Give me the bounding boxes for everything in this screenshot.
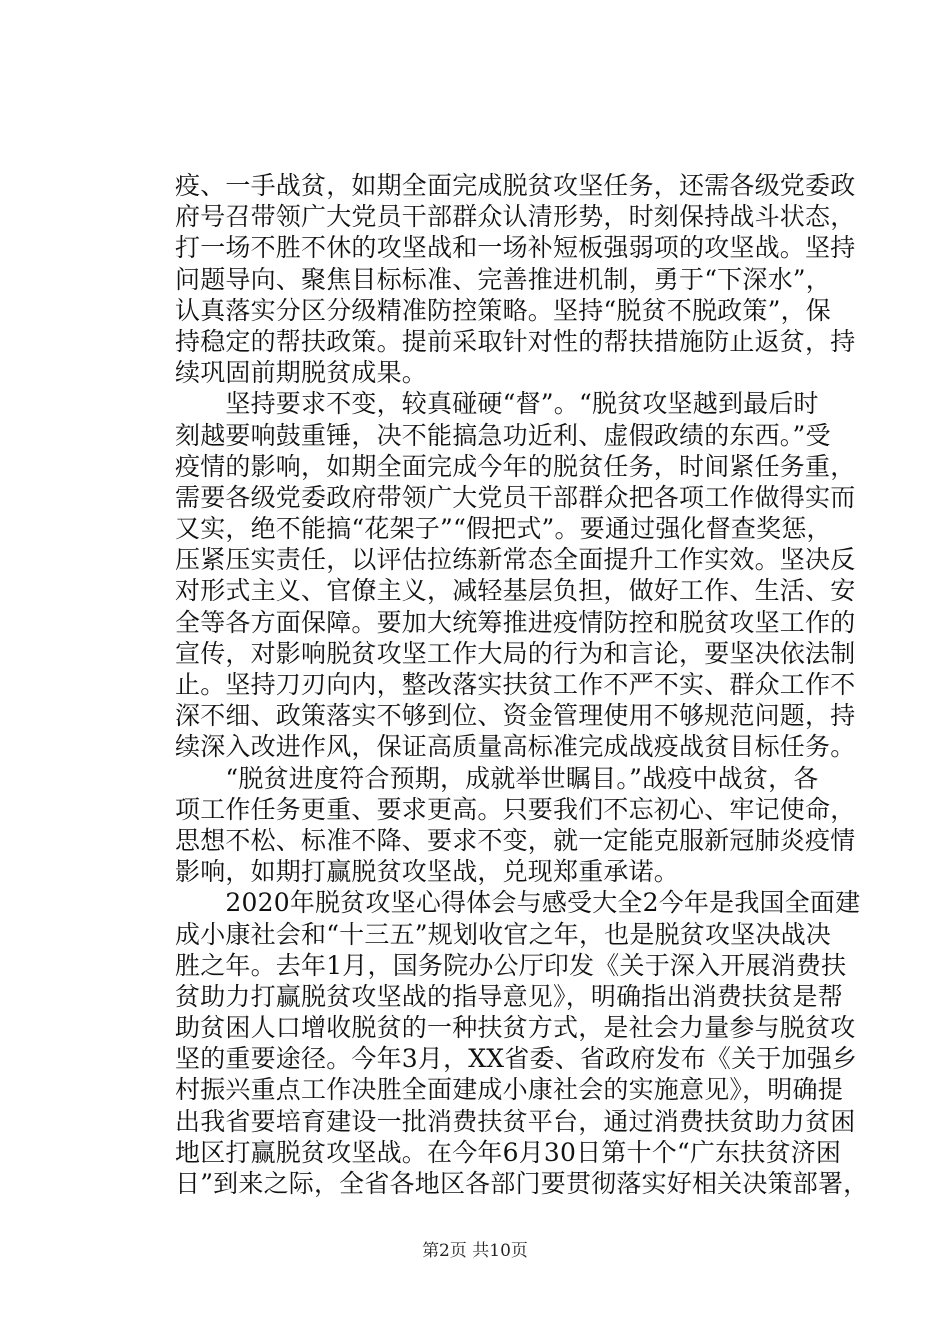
text-line: 刻越要响鼓重锤，决不能搞急功近利、虚假政绩的东西。”受	[175, 420, 831, 450]
text-line: 续深入改进作风，保证高质量高标准完成战疫战贫目标任务。	[175, 732, 856, 762]
text-line: 压紧压实责任，以评估拉练新常态全面提升工作实效。坚决反	[175, 545, 856, 575]
text-line: 村振兴重点工作决胜全面建成小康社会的实施意见》，明确提	[175, 1075, 843, 1105]
text-line: 坚的重要途径。今年3月，XX省委、省政府发布《关于加强乡	[175, 1044, 858, 1074]
text-line: 持稳定的帮扶政策。提前采取针对性的帮扶措施防止返贫，持	[175, 326, 856, 356]
text-line: 续巩固前期脱贫成果。	[175, 358, 428, 388]
text-line: 成小康社会和“十三五”规划收官之年，也是脱贫攻坚决战决	[175, 919, 831, 949]
text-line: 宣传，对影响脱贫攻坚工作大局的行为和言论，要坚决依法制	[175, 638, 856, 668]
text-line: 打一场不胜不休的攻坚战和一场补短板强弱项的攻坚战。坚持	[175, 233, 856, 263]
text-line: 胜之年。去年1月，国务院办公厅印发《关于深入开展消费扶	[175, 950, 847, 980]
text-line: 对形式主义、官僚主义，减轻基层负担，做好工作、生活、安	[175, 576, 856, 606]
text-line: 全等各方面保障。要加大统筹推进疫情防控和脱贫攻坚工作的	[175, 607, 856, 637]
text-line: 止。坚持刀刃向内，整改落实扶贫工作不严不实、群众工作不	[175, 670, 856, 699]
text-line: 认真落实分区分级精准防控策略。坚持“脱贫不脱政策”，保	[175, 295, 831, 325]
text-line: 疫情的影响，如期全面完成今年的脱贫任务，时间紧任务重，	[175, 451, 856, 481]
text-line: 2020年脱贫攻坚心得体会与感受大全2今年是我国全面建	[175, 888, 861, 918]
text-line: 需要各级党委政府带领广大党员干部群众把各项工作做得实而	[175, 482, 856, 512]
text-line: 府号召带领广大党员干部群众认清形势，时刻保持战斗状态，	[175, 202, 856, 232]
text-line: 问题导向、聚焦目标标准、完善推进机制，勇于“下深水”，	[175, 264, 831, 294]
page-footer: 第2页 共10页	[422, 1241, 528, 1261]
text-line: 贫助力打赢脱贫攻坚战的指导意见》，明确指出消费扶贫是帮	[175, 981, 843, 1011]
text-line: 又实，绝不能搞“花架子”“假把式”。要通过强化督查奖惩，	[175, 514, 832, 544]
document-body	[175, 170, 869, 1199]
text-line: 深不细、政策落实不够到位、资金管理使用不够规范问题，持	[175, 701, 856, 731]
text-line: 出我省要培育建设一批消费扶贫平台，通过消费扶贫助力贫困	[175, 1106, 856, 1136]
text-line: 项工作任务更重、要求更高。只要我们不忘初心、牢记使命，	[175, 794, 856, 824]
text-line: 日”到来之际，全省各地区各部门要贯彻落实好相关决策部署，	[175, 1169, 869, 1198]
text-line: 疫、一手战贫，如期全面完成脱贫攻坚任务，还需各级党委政	[175, 171, 856, 200]
text-line: 助贫困人口增收脱贫的一种扶贫方式，是社会力量参与脱贫攻	[175, 1013, 856, 1043]
text-line: 影响，如期打赢脱贫攻坚战，兑现郑重承诺。	[175, 857, 680, 887]
text-line: 思想不松、标准不降、要求不变，就一定能克服新冠肺炎疫情	[175, 825, 856, 855]
text-line: 坚持要求不变，较真碰硬“督”。“脱贫攻坚越到最后时	[175, 389, 819, 419]
text-line: 地区打赢脱贫攻坚战。在今年6月30日第十个“广东扶贫济困	[175, 1137, 842, 1167]
text-line: “脱贫进度符合预期，成就举世瞩目。”战疫中战贫，各	[175, 763, 819, 793]
